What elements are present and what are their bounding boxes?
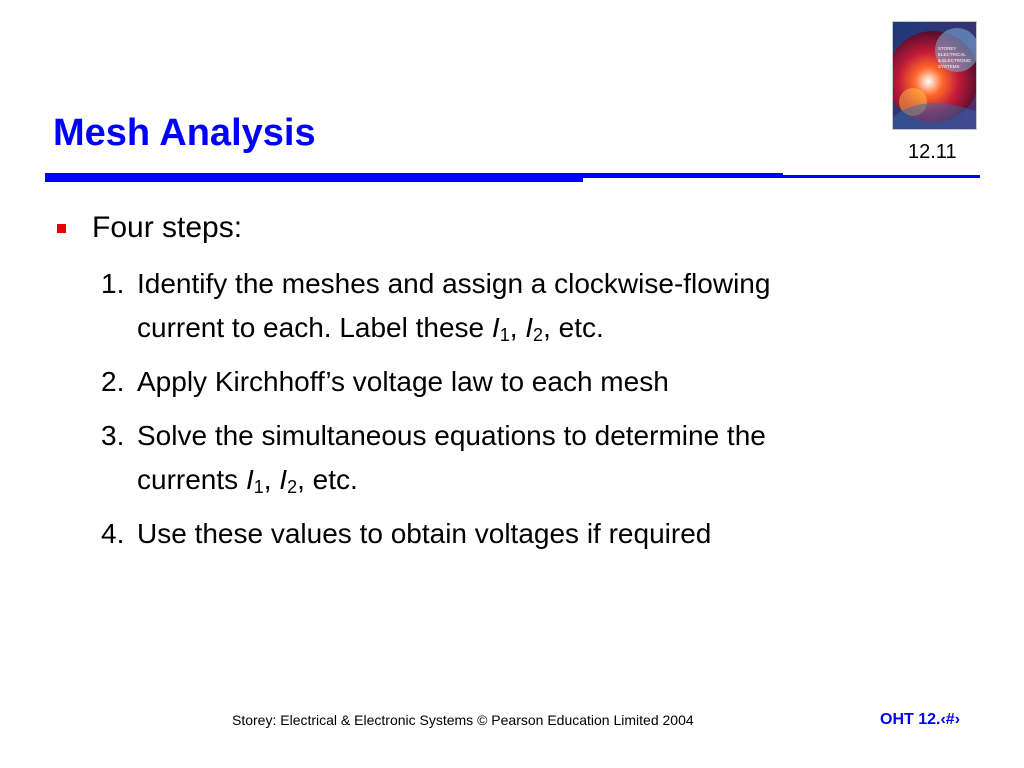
step-text: Use these values to obtain voltages if required	[137, 518, 712, 549]
cover-title-text-3: & ELECTRONIC	[938, 58, 972, 63]
cover-title-text-1: STOREY	[938, 46, 957, 51]
current-variable: I	[245, 464, 254, 495]
step-text-line-2: currents	[137, 464, 246, 495]
step-text-line-1: Identify the meshes and assign a clockwise-flowing	[137, 268, 771, 299]
cover-title-text-4: SYSTEMS	[938, 64, 960, 69]
step-text-line-1: Solve the simultaneous equations to determine the	[137, 420, 766, 451]
current-variable: I	[525, 312, 534, 343]
separator: ,	[509, 312, 526, 343]
step-number: 4.	[101, 518, 125, 549]
step-number: 1.	[101, 268, 125, 299]
current-subscript: 2	[533, 325, 544, 345]
step-text-line-2: current to each. Label these	[137, 312, 492, 343]
cover-title-text-2: ELECTRICAL	[938, 52, 966, 57]
current-variable: I	[491, 312, 500, 343]
slide-title: Mesh Analysis	[53, 112, 316, 154]
current-subscript: 1	[499, 325, 510, 345]
current-variable: I	[279, 464, 288, 495]
separator: ,	[263, 464, 280, 495]
footer-credit: Storey: Electrical & Electronic Systems © Pearson Education Limited 2004	[232, 712, 694, 728]
step-text: Apply Kirchhoff’s voltage law to each mesh	[137, 366, 669, 397]
step-text	[137, 262, 927, 350]
bullet-square-icon	[57, 224, 66, 233]
step-number: 2.	[101, 366, 125, 397]
current-subscript: 2	[287, 477, 298, 497]
step-number: 3.	[101, 420, 125, 451]
bullet-heading: Four steps:	[92, 211, 243, 244]
step-text	[137, 414, 927, 502]
step-text-tail: , etc.	[297, 464, 358, 495]
slide-number: 12.11	[908, 141, 957, 163]
step-text-tail: , etc.	[543, 312, 604, 343]
current-subscript: 1	[253, 477, 264, 497]
footer-slide-code: OHT 12.‹#›	[880, 711, 961, 728]
